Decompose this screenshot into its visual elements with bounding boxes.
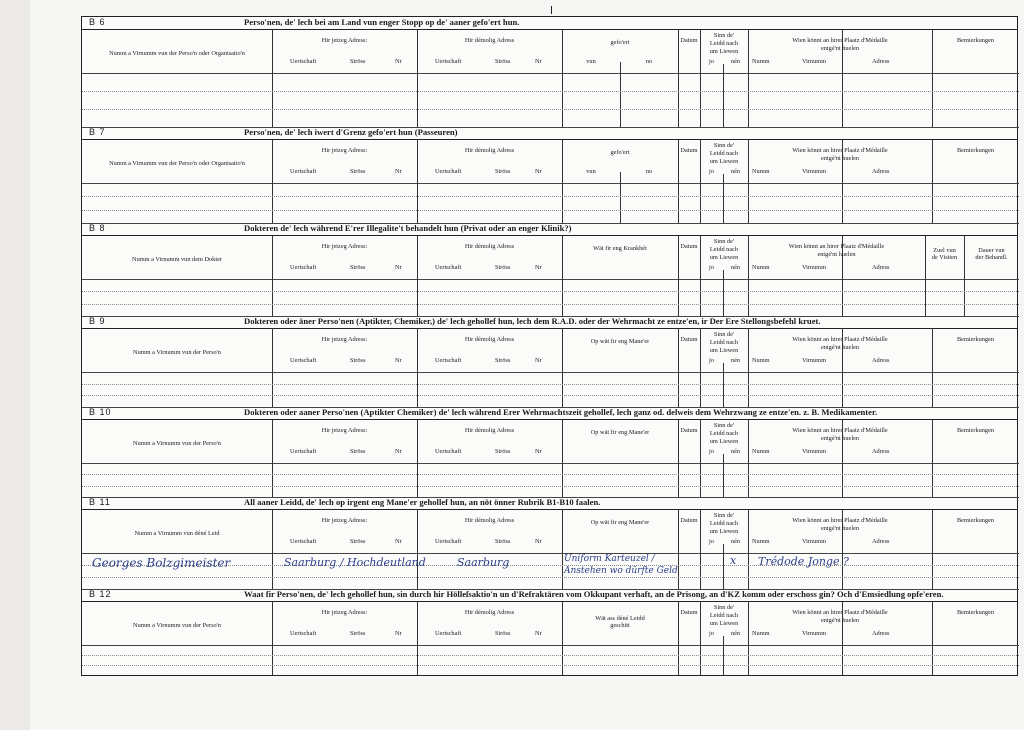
nr-label: Nr — [535, 357, 542, 364]
mid-header: gefo'ert — [610, 149, 630, 156]
zuel-header: de Visiten — [931, 254, 958, 261]
numm-label: Numm — [752, 630, 770, 637]
uertschaft-label: Uertschaft — [435, 538, 462, 545]
bemierkungen-header: Bemierkungen — [956, 336, 995, 343]
jo-label: jo — [709, 357, 714, 364]
section-title: Perso'nen, de' lech bei am Land vun enger Stopp op de' aaner gefo'ert hun. — [244, 17, 520, 27]
section-id: B 10 — [89, 407, 112, 417]
sinn-header: Sinn de' — [713, 32, 735, 39]
bemierkungen-header: Bemierkungen — [956, 427, 995, 434]
nr-label: Nr — [395, 630, 402, 637]
wien-header: Wien könnt an hirer Plaatz d'Médaille — [792, 427, 888, 434]
section-title: All aaner Leidd, de' lech op irgent eng Mane'er gehollef hun, an nöt önner Rubrik B1-B10 faalen. — [244, 497, 601, 507]
adress-label: Adress — [872, 630, 890, 637]
wien-header: Wien könnt an hirer Plaatz d'Médaille — [792, 147, 888, 154]
hir-demolig-header: Hir démolig Adress — [464, 609, 515, 616]
datum-header: Datum — [680, 37, 698, 44]
left-header: Numm a Virnumm vun déné Leid — [134, 530, 220, 537]
stross-label: Ströss — [350, 168, 366, 175]
section-title: Perso'nen, de' lech iwert d'Grenz gefo'ert hun (Passeuren) — [244, 127, 458, 137]
numm-label: Numm — [752, 538, 770, 545]
entry-line — [82, 196, 1019, 197]
sinn-header: Leidd nach — [709, 339, 739, 346]
nr-label: Nr — [535, 538, 542, 545]
wien-header: entgé'nt huelen — [820, 155, 860, 162]
uertschaft-label: Uertschaft — [290, 168, 317, 175]
hir-jetzeg-header: Hir jetzeg Adress: — [321, 609, 368, 616]
uertschaft-label: Uertschaft — [290, 357, 317, 364]
stross-label: Ströss — [495, 630, 511, 637]
nr-label: Nr — [395, 264, 402, 271]
vun-label: vun — [586, 168, 596, 175]
stross-label: Ströss — [495, 264, 511, 271]
jo-label: jo — [709, 58, 714, 65]
adress-label: Adress — [872, 168, 890, 175]
numm-label: Numm — [752, 264, 770, 271]
stross-label: Ströss — [495, 58, 511, 65]
section-titlebar — [82, 127, 1017, 140]
header-rule — [82, 279, 1019, 280]
column-rule — [723, 174, 724, 223]
wien-header: entgé'nt huelen — [820, 525, 860, 532]
nr-label: Nr — [535, 448, 542, 455]
stross-label: Ströss — [350, 538, 366, 545]
section-titlebar — [82, 316, 1017, 329]
vun-label: vun — [586, 58, 596, 65]
section-b9 — [82, 316, 1017, 407]
handwritten-current-address: Saarburg / Hochdeutland — [284, 556, 426, 569]
sinn-header: Sinn de' — [713, 604, 735, 611]
dauer-header: der Behandl. — [975, 254, 1008, 261]
sinn-header: Leidd nach — [709, 246, 739, 253]
column-rule — [620, 172, 621, 223]
left-header: Numm a Virnumm vun der Perso'n — [133, 349, 221, 356]
stross-label: Ströss — [350, 448, 366, 455]
handwritten-medal-recipient: Trédode Jonge ? — [758, 555, 849, 568]
uertschaft-label: Uertschaft — [290, 264, 317, 271]
sinn-header: Leidd nach — [709, 150, 739, 157]
hir-demolig-header: Hir démolig Adress — [464, 243, 515, 250]
section-id: B 12 — [89, 589, 112, 599]
nen-label: nén — [730, 58, 741, 65]
header-rule — [82, 645, 1019, 646]
nen-label: nén — [730, 538, 741, 545]
form-page — [81, 16, 1018, 676]
nr-label: Nr — [535, 58, 542, 65]
column-rule — [723, 64, 724, 127]
entry-line — [82, 474, 1019, 475]
entry-line — [82, 665, 1019, 666]
nr-label: Nr — [395, 448, 402, 455]
entry-line — [82, 395, 1019, 396]
entry-line — [82, 210, 1019, 211]
numm-label: Numm — [752, 357, 770, 364]
wien-header: entgé'nt huelen — [820, 617, 860, 624]
mid-header: Wät fir eng Krankhét — [593, 245, 647, 252]
header-rule — [82, 372, 1019, 373]
uertschaft-label: Uertschaft — [435, 58, 462, 65]
stross-label: Ströss — [350, 264, 366, 271]
nr-label: Nr — [535, 264, 542, 271]
adress-label: Adress — [872, 58, 890, 65]
left-header: Numm a Virnumm vun der Perso'n — [133, 622, 221, 629]
sinn-header: Sinn de' — [713, 331, 735, 338]
virnumm-label: Virnumm — [802, 264, 827, 271]
jo-label: jo — [709, 630, 714, 637]
mid-header: gefo'ert — [610, 39, 630, 46]
mid-header: Wät ass déné Leidd — [595, 615, 645, 622]
sinn-header: um Liewen — [709, 48, 739, 55]
bemierkungen-header: Bemierkungen — [956, 147, 995, 154]
nr-label: Nr — [395, 357, 402, 364]
stross-label: Ströss — [495, 538, 511, 545]
wien-header: Wien könnt an hirer Plaatz d'Médaille — [792, 517, 888, 524]
uertschaft-label: Uertschaft — [290, 58, 317, 65]
virnumm-label: Virnumm — [802, 448, 827, 455]
left-header: Numm a Virnumm vun dem Dokter — [132, 256, 222, 263]
handwritten-name: Georges Bolzgimeister — [92, 556, 231, 570]
sinn-header: Sinn de' — [713, 142, 735, 149]
mid-header: geschitt — [610, 622, 630, 629]
nen-label: nén — [730, 264, 741, 271]
adress-label: Adress — [872, 357, 890, 364]
uertschaft-label: Uertschaft — [435, 264, 462, 271]
entry-line — [82, 577, 1019, 578]
hir-demolig-header: Hir démolig Adress — [464, 336, 515, 343]
hir-jetzeg-header: Hir jetzeg Adress: — [321, 517, 368, 524]
jo-label: jo — [709, 448, 714, 455]
section-id: B 7 — [89, 127, 106, 137]
hir-jetzeg-header: Hir jetzeg Adress: — [321, 147, 368, 154]
nen-label: nén — [730, 357, 741, 364]
wien-header: Wien könnt an hirer Plaatz d'Médaille — [792, 336, 888, 343]
wien-header: entgé'nt huelen — [817, 251, 856, 258]
adress-label: Adress — [872, 538, 890, 545]
virnumm-label: Virnumm — [802, 58, 827, 65]
entry-line — [82, 486, 1019, 487]
wien-header: Wien könnt an hirer Plaatz d'Médaille — [788, 243, 885, 250]
adress-label: Adress — [872, 448, 890, 455]
section-b10 — [82, 407, 1017, 497]
bemierkungen-header: Bemierkungen — [956, 517, 995, 524]
section-titlebar — [82, 497, 1017, 510]
column-rule — [620, 62, 621, 127]
sinn-header: Sinn de' — [713, 512, 735, 519]
handwritten-former-address: Saarburg — [457, 556, 510, 569]
zuel-header: Zuel vun — [933, 247, 956, 254]
nr-label: Nr — [395, 58, 402, 65]
sinn-header: um Liewen — [709, 347, 739, 354]
datum-header: Datum — [680, 427, 698, 434]
registration-mark — [551, 6, 552, 14]
bemierkungen-header: Bemierkungen — [956, 609, 995, 616]
hir-jetzeg-header: Hir jetzeg Adress: — [321, 37, 368, 44]
datum-header: Datum — [680, 609, 698, 616]
nr-label: Nr — [395, 168, 402, 175]
column-rule — [723, 454, 724, 497]
section-b6 — [82, 17, 1017, 127]
handwritten-manner: Anstehen wo dürfte Geld — [564, 566, 678, 576]
adress-label: Adress — [872, 264, 890, 271]
section-id: B 9 — [89, 316, 106, 326]
wien-header: entgé'nt huelen — [820, 435, 860, 442]
datum-header: Datum — [680, 147, 698, 154]
hir-jetzeg-header: Hir jetzeg Adress: — [321, 243, 368, 250]
jo-label: jo — [709, 264, 714, 271]
numm-label: Numm — [752, 168, 770, 175]
section-b12 — [82, 589, 1017, 675]
datum-header: Datum — [680, 243, 698, 250]
nr-label: Nr — [535, 168, 542, 175]
mid-header: Op wät fir eng Mane'er — [590, 519, 650, 526]
entry-line — [82, 304, 1019, 305]
hir-demolig-header: Hir démolig Adress — [464, 427, 515, 434]
section-title: Dokteren de' lech während E'rer Illegalite't behandelt hun (Privat oder an enger Klinik?) — [244, 223, 572, 233]
section-title: Dokteren oder äner Perso'nen (Aptikter, Chemiker,) de' lech gehollef hun, lech dem R.A.D. oder der Wehrmacht ze entze'en, ir Der Ere Stellongsbefehl kruet. — [244, 316, 821, 326]
handwritten-manner: Uniform Karteuzel / — [564, 554, 655, 564]
header-rule — [82, 553, 1019, 554]
sinn-header: um Liewen — [709, 620, 739, 627]
handwritten-mark: x — [730, 554, 737, 567]
section-b8 — [82, 223, 1017, 316]
uertschaft-label: Uertschaft — [290, 448, 317, 455]
virnumm-label: Virnumm — [802, 168, 827, 175]
section-id: B 8 — [89, 223, 106, 233]
numm-label: Numm — [752, 58, 770, 65]
hir-jetzeg-header: Hir jetzeg Adress: — [321, 427, 368, 434]
column-rule — [723, 544, 724, 589]
sinn-header: um Liewen — [709, 438, 739, 445]
left-header: Numm a Virnumm vun der Perso'n oder Organisatio'n — [109, 160, 245, 167]
nr-label: Nr — [395, 538, 402, 545]
stross-label: Ströss — [350, 630, 366, 637]
bemierkungen-header: Bemierkungen — [956, 37, 995, 44]
nr-label: Nr — [535, 630, 542, 637]
section-b7 — [82, 127, 1017, 223]
column-rule — [723, 363, 724, 407]
nen-label: nén — [730, 168, 741, 175]
section-titlebar — [82, 17, 1017, 30]
hir-demolig-header: Hir démolig Adress — [464, 37, 515, 44]
wien-header: Wien könnt an hirer Plaatz d'Médaille — [792, 37, 888, 44]
hir-demolig-header: Hir démolig Adress — [464, 147, 515, 154]
uertschaft-label: Uertschaft — [435, 168, 462, 175]
section-titlebar — [82, 589, 1017, 602]
wien-header: entgé'nt huelen — [820, 344, 860, 351]
entry-line — [82, 384, 1019, 385]
jo-label: jo — [709, 538, 714, 545]
entry-line — [82, 91, 1019, 92]
nen-label: nén — [730, 630, 741, 637]
jo-label: jo — [709, 168, 714, 175]
no-label: no — [645, 168, 653, 175]
dauer-header: Dauer vun — [978, 247, 1005, 254]
numm-label: Numm — [752, 448, 770, 455]
hir-demolig-header: Hir démolig Adress — [464, 517, 515, 524]
stross-label: Ströss — [495, 357, 511, 364]
wien-header: entgé'nt huelen — [820, 45, 860, 52]
entry-line — [82, 655, 1019, 656]
column-rule — [562, 601, 563, 675]
sinn-header: Leidd nach — [709, 520, 739, 527]
section-b11 — [82, 497, 1017, 589]
stross-label: Ströss — [350, 58, 366, 65]
datum-header: Datum — [680, 336, 698, 343]
uertschaft-label: Uertschaft — [435, 357, 462, 364]
hir-jetzeg-header: Hir jetzeg Adress: — [321, 336, 368, 343]
scan-margin — [0, 0, 30, 730]
section-title: Waat fir Perso'nen, de' lech gehollef hun, sin durch hir Hölleſsaktio'n un d'Refraktären vom Okkupant verhaft, an de Prisong, an d'KZ komm oder erschoss gin? Och d'Emsiedlung opfe'eren. — [244, 589, 944, 599]
sinn-header: Sinn de' — [713, 422, 735, 429]
sinn-header: um Liewen — [709, 528, 739, 535]
wien-header: Wien könnt an hirer Plaatz d'Médaille — [792, 609, 888, 616]
left-header: Numm a Virnumm vun der Perso'n — [133, 440, 221, 447]
header-rule — [82, 183, 1019, 184]
header-rule — [82, 73, 1019, 74]
entry-line — [82, 109, 1019, 110]
section-titlebar — [82, 223, 1017, 236]
header-rule — [82, 463, 1019, 464]
sinn-header: um Liewen — [709, 158, 739, 165]
stross-label: Ströss — [495, 448, 511, 455]
uertschaft-label: Uertschaft — [290, 538, 317, 545]
sinn-header: Leidd nach — [709, 430, 739, 437]
section-title: Dokteren oder aaner Perso'nen (Aptikter Chemiker) de' lech während Erer Wehrmachtszeit gehollef, lech ganz od. delweis dem Wehrzwang ze entze'en. z. B. Medikamenter. — [244, 407, 878, 417]
column-rule — [723, 270, 724, 316]
uertschaft-label: Uertschaft — [435, 448, 462, 455]
nen-label: nén — [730, 448, 741, 455]
virnumm-label: Virnumm — [802, 630, 827, 637]
sinn-header: Sinn de' — [713, 238, 735, 245]
stross-label: Ströss — [495, 168, 511, 175]
virnumm-label: Virnumm — [802, 357, 827, 364]
mid-header: Op wät fir eng Mane'er — [590, 429, 650, 436]
entry-line — [82, 291, 1019, 292]
section-id: B 11 — [89, 497, 111, 507]
left-header: Numm a Virnumm vun der Perso'n oder Organisatio'n — [109, 50, 245, 57]
sinn-header: Leidd nach — [709, 612, 739, 619]
sinn-header: Leidd nach — [709, 40, 739, 47]
section-titlebar — [82, 407, 1017, 420]
uertschaft-label: Uertschaft — [290, 630, 317, 637]
section-id: B 6 — [89, 17, 106, 27]
uertschaft-label: Uertschaft — [435, 630, 462, 637]
no-label: no — [645, 58, 653, 65]
datum-header: Datum — [680, 517, 698, 524]
virnumm-label: Virnumm — [802, 538, 827, 545]
stross-label: Ströss — [350, 357, 366, 364]
sinn-header: um Liewen — [709, 254, 739, 261]
mid-header: Op wät fir eng Mane'er — [590, 338, 650, 345]
